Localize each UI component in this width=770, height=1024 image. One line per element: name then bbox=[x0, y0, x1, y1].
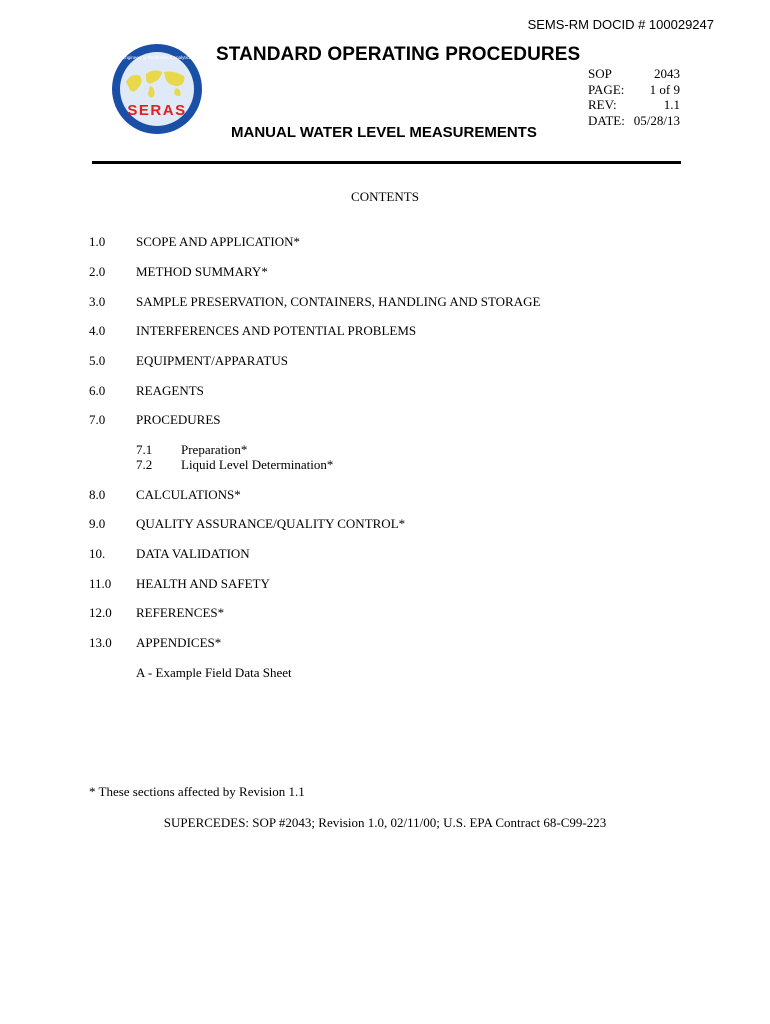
meta-value: 1.1 bbox=[663, 97, 680, 112]
toc-label: CALCULATIONS* bbox=[136, 487, 241, 502]
meta-value: 05/28/13 bbox=[633, 112, 680, 128]
toc-label: PROCEDURES bbox=[136, 412, 221, 427]
toc-number: 6.0 bbox=[89, 383, 106, 398]
meta-row-page bbox=[588, 82, 680, 98]
meta-row-sop bbox=[588, 66, 680, 82]
toc-label: METHOD SUMMARY* bbox=[136, 264, 268, 279]
meta-label: SOP bbox=[588, 66, 612, 81]
meta-label: REV: bbox=[588, 97, 617, 112]
toc-number: 5.0 bbox=[89, 353, 106, 368]
revision-footnote: * These sections affected by Revision 1.1 bbox=[89, 784, 305, 799]
seras-logo bbox=[103, 42, 211, 136]
toc-label: INTERFERENCES AND POTENTIAL PROBLEMS bbox=[136, 323, 417, 338]
meta-row-rev bbox=[588, 97, 680, 113]
toc-number: 1.0 bbox=[89, 234, 106, 249]
toc-number: 9.0 bbox=[89, 516, 106, 531]
page-subtitle: MANUAL WATER LEVEL MEASUREMENTS bbox=[231, 124, 537, 141]
toc-number: 12.0 bbox=[89, 605, 112, 620]
supercedes-note: SUPERCEDES: SOP #2043; Revision 1.0, 02/11/00; U.S. EPA Contract 68-C99-223 bbox=[163, 815, 607, 830]
meta-value: 1 of 9 bbox=[649, 81, 680, 97]
toc-label: DATA VALIDATION bbox=[136, 546, 250, 561]
contents-heading: CONTENTS bbox=[351, 189, 419, 204]
toc-number: 4.0 bbox=[89, 323, 106, 338]
toc-label: APPENDICES* bbox=[136, 635, 222, 650]
toc-number: 3.0 bbox=[89, 294, 106, 309]
logo-ring-text: Scientific Engineering Response & Analytical Services bbox=[103, 55, 211, 60]
toc-label: REAGENTS bbox=[136, 383, 204, 398]
toc-label: SAMPLE PRESERVATION, CONTAINERS, HANDLING AND STORAGE bbox=[136, 294, 541, 309]
meta-label: PAGE: bbox=[588, 81, 625, 97]
sop-metadata bbox=[588, 66, 680, 128]
meta-row-date bbox=[588, 113, 680, 129]
header-divider bbox=[92, 161, 681, 164]
toc-label: HEALTH AND SAFETY bbox=[136, 576, 270, 591]
toc-sub-number: 7.1 bbox=[136, 442, 153, 457]
toc-sub-label: Preparation* bbox=[181, 442, 248, 457]
toc-label: REFERENCES* bbox=[136, 605, 225, 620]
appendix-item: A - Example Field Data Sheet bbox=[136, 665, 292, 680]
document-id: SEMS-RM DOCID # 100029247 bbox=[527, 17, 714, 32]
toc-number: 13.0 bbox=[89, 635, 112, 650]
toc-number: 7.0 bbox=[89, 412, 106, 427]
toc-sub-label: Liquid Level Determination* bbox=[181, 457, 334, 472]
logo-text: SERAS bbox=[127, 102, 187, 119]
toc-number: 8.0 bbox=[89, 487, 106, 502]
toc-label: EQUIPMENT/APPARATUS bbox=[136, 353, 288, 368]
seras-logo-icon bbox=[103, 42, 211, 136]
toc-label: QUALITY ASSURANCE/QUALITY CONTROL* bbox=[136, 516, 406, 531]
toc-sub-number: 7.2 bbox=[136, 457, 153, 472]
meta-label: DATE: bbox=[588, 112, 625, 128]
meta-value: 2043 bbox=[654, 66, 680, 81]
toc-label: SCOPE AND APPLICATION* bbox=[136, 234, 300, 249]
toc-number: 2.0 bbox=[89, 264, 106, 279]
toc-number: 10. bbox=[89, 546, 106, 561]
toc-number: 11.0 bbox=[89, 576, 112, 591]
page-title: STANDARD OPERATING PROCEDURES bbox=[216, 44, 581, 65]
